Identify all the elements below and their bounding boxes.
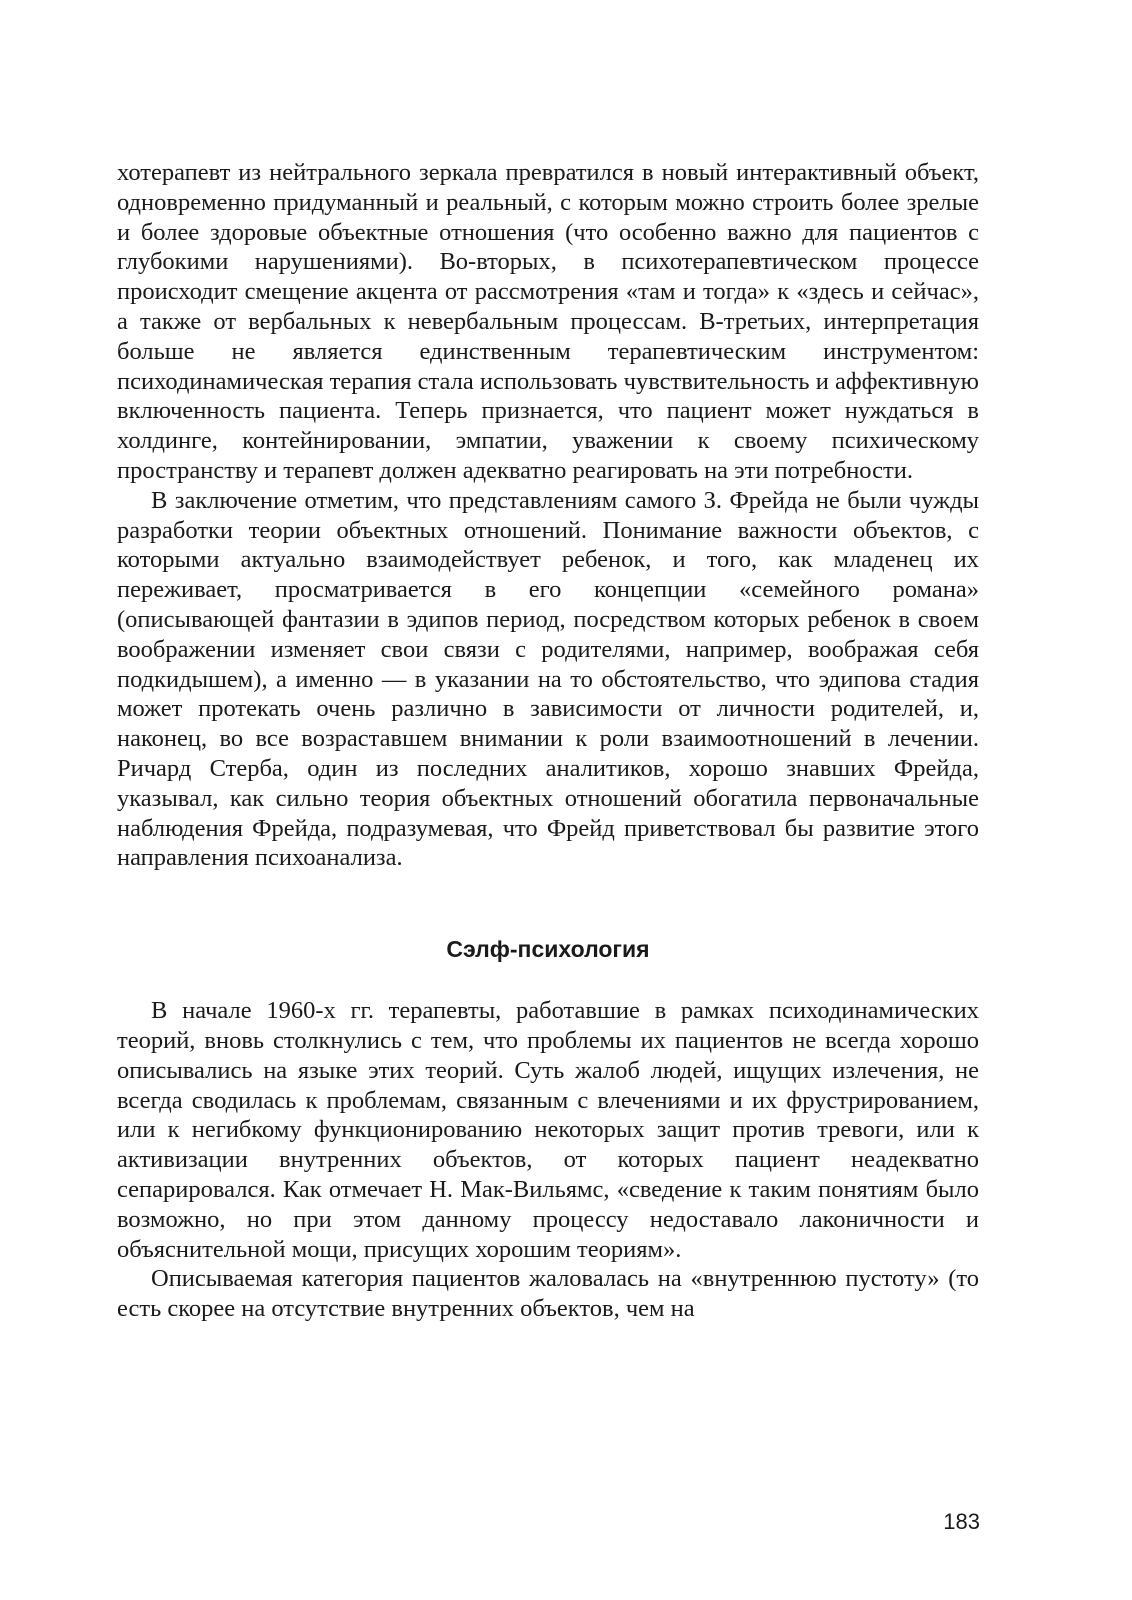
paragraph-continuation: хотерапевт из нейтрального зеркала превратился в новый интерактивный объект, одновременно придуманный и реальный, с которым можно строить более зрелые и более здоровые объектные отношения (что особенно важно для пациентов с глубокими нарушениями). Во-вторых, в психотерапевтическом процессе происходит смещение акцента от рассмотрения «там и тогда» к «здесь и сейчас», а также от вербальных к невербальным процессам. В-третьих, интерпретация больше не является единственным терапевтическим инструментом: психодинамическая терапия стала использовать чувствительность и аффективную включенность пациента. Теперь признается, что пациент может нуждаться в холдинге, контейнировании, эмпатии, уважении к своему психическому пространству и терапевт должен адекватно реагировать на эти потребности. [117,159,979,484]
page-number: 183 [943,1509,980,1534]
paragraph-patient-category: Описываемая категория пациентов жаловалась на «внутреннюю пустоту» (то есть скорее на отсутствие внутренних объектов, чем на [117,1265,979,1323]
page-body [117,158,979,1324]
paragraph-self-psychology-intro: В начале 1960-х гг. терапевты, работавшие в рамках психодинамических теорий, вновь столкнулись с тем, что проблемы их пациентов не всегда хорошо описывались на языке этих теорий. Суть жалоб людей, ищущих излечения, не всегда сводилась к проблемам, связанным с влечениями и их фрустрированием, или к негибкому функционированию некоторых защит против тревоги, или к активизации внутренних объектов, от которых пациент неадекватно сепарировался. Как отмечает Н. Мак-Вильямс, «сведение к таким понятиям было возможно, но при этом данному процессу недоставало лаконичности и объяснительной мощи, присущих хорошим теориям». [117,997,979,1263]
section-heading: Сэлф-психология [446,936,650,963]
paragraph-conclusion: В заключение отметим, что представлениям самого З. Фрейда не были чужды разработки теории объектных отношений. Понимание важности объектов, с которыми актуально взаимодействует ребенок, и того, как младенец их переживает, просматривается в его концепции «семейного романа» (описывающей фантазии в эдипов период, посредством которых ребенок в своем воображении изменяет свои связи с родителями, например, воображая себя подкидышем), а именно — в указании на то обстоятельство, что эдипова стадия может протекать очень различно в зависимости от личности родителей, и, наконец, во все возраставшем внимании к роли взаимоотношений в лечении. Ричард Стерба, один из последних аналитиков, хорошо знавших Фрейда, указывал, как сильно теория объектных отношений обогатила первоначальные наблюдения Фрейда, подразумевая, что Фрейд приветствовал бы развитие этого направления психоанализа. [117,486,979,872]
